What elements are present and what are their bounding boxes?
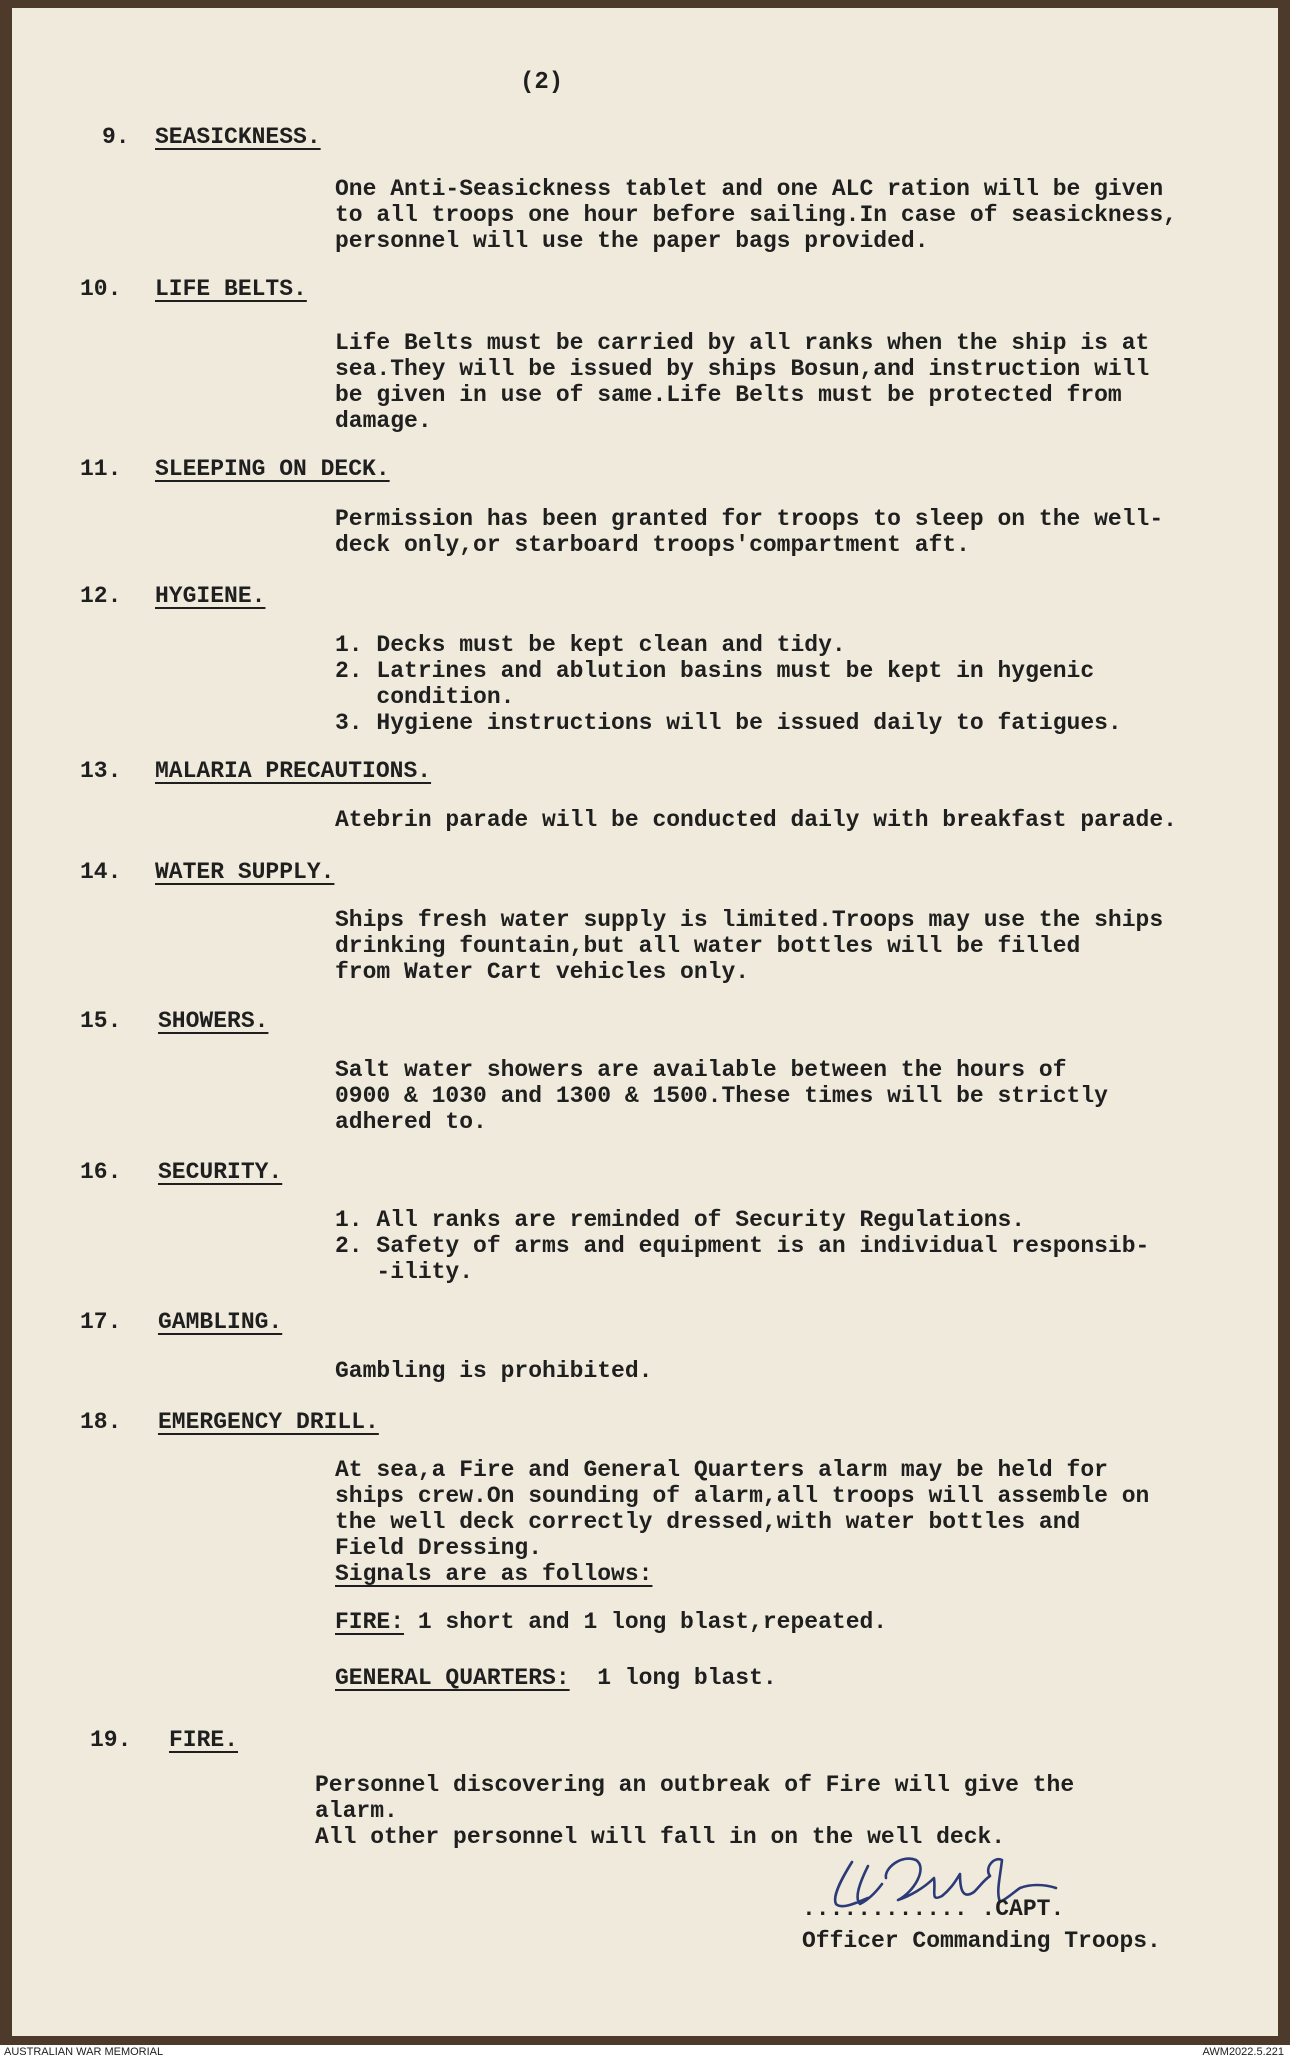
text-line: At sea,a Fire and General Quarters alarm may be held for [335, 1457, 1108, 1483]
section-number: 13. [80, 758, 122, 784]
text-line: 3. Hygiene instructions will be issued daily to fatigues. [335, 710, 1122, 736]
section-heading: FIRE. [169, 1727, 239, 1753]
text-line: Ships fresh water supply is limited.Troops may use the ships [335, 907, 1164, 933]
text-line: 1. Decks must be kept clean and tidy. [335, 632, 846, 658]
section-13-body [335, 807, 1265, 833]
text-line: personnel will use the paper bags provided. [335, 228, 929, 254]
section-heading: SLEEPING ON DECK. [155, 456, 390, 482]
section-number: 17. [80, 1309, 122, 1335]
text-line: Field Dressing. [335, 1535, 543, 1561]
page-number: (2) [520, 69, 564, 96]
section-heading: LIFE BELTS. [155, 276, 307, 302]
general-quarters-line [335, 1665, 1265, 1691]
section-number: 11. [80, 456, 122, 482]
section-heading: MALARIA PRECAUTIONS. [155, 758, 432, 784]
section-number: 18. [80, 1409, 122, 1435]
text-line: sea.They will be issued by ships Bosun,and instruction will [335, 356, 1150, 382]
general-quarters-text: 1 long blast. [569, 1665, 777, 1691]
section-number: 15. [80, 1008, 122, 1034]
section-heading: EMERGENCY DRILL. [158, 1409, 379, 1435]
signoff-title: Officer Commanding Troops. [802, 1928, 1161, 1954]
section-number: 16. [80, 1159, 122, 1185]
text-line: 2. Latrines and ablution basins must be kept in hygenic [335, 658, 1095, 684]
section-heading: GAMBLING. [158, 1309, 283, 1335]
section-number: 14. [80, 859, 122, 885]
text-line: Gambling is prohibited. [335, 1358, 653, 1384]
section-heading: SEASICKNESS. [155, 124, 321, 150]
section-number: 12. [80, 583, 122, 609]
text-line: damage. [335, 408, 432, 434]
text-line: One Anti-Seasickness tablet and one ALC ration will be given [335, 176, 1164, 202]
text-line: All other personnel will fall in on the well deck. [315, 1824, 1006, 1850]
text-line: drinking fountain,but all water bottles will be filled [335, 933, 1081, 959]
text-line: 1. All ranks are reminded of Security Regulations. [335, 1207, 1026, 1233]
section-18-body [335, 1457, 1265, 1691]
text-line: from Water Cart vehicles only. [335, 959, 750, 985]
section-heading: WATER SUPPLY. [155, 859, 335, 885]
text-line: Atebrin parade will be conducted daily with breakfast parade. [335, 807, 1177, 833]
section-number: 9. [102, 124, 130, 150]
section-19-body [315, 1772, 1245, 1850]
section-heading: SHOWERS. [158, 1008, 269, 1034]
text-line: to all troops one hour before sailing.In case of seasickness, [335, 202, 1177, 228]
fire-signal-label: FIRE: [335, 1609, 405, 1635]
section-16-body [335, 1207, 1265, 1285]
text-line: ships crew.On sounding of alarm,all troops will assemble on [335, 1483, 1150, 1509]
text-line: Permission has been granted for troops to sleep on the well- [335, 506, 1164, 532]
text-line: alarm. [315, 1798, 398, 1824]
signoff-rank: ............ .CAPT. [802, 1896, 1065, 1922]
text-line: 2. Safety of arms and equipment is an individual responsib- [335, 1233, 1150, 1259]
signoff-block [802, 1896, 1161, 1954]
text-line: adhered to. [335, 1109, 487, 1135]
fire-signal-line [335, 1609, 1265, 1635]
text-line: Salt water showers are available between the hours of [335, 1057, 1067, 1083]
section-9-body [335, 176, 1265, 254]
footer-accession-number: AWM2022.5.221 [1202, 2046, 1284, 2058]
text-line: Life Belts must be carried by all ranks when the ship is at [335, 330, 1150, 356]
section-heading: SECURITY. [158, 1159, 283, 1185]
section-heading: HYGIENE. [155, 583, 266, 609]
section-11-body [335, 506, 1265, 558]
general-quarters-label: GENERAL QUARTERS: [335, 1665, 570, 1691]
section-15-body [335, 1057, 1265, 1135]
section-17-body [335, 1358, 1265, 1384]
text-line: condition. [335, 684, 515, 710]
text-line: 0900 & 1030 and 1300 & 1500.These times will be strictly [335, 1083, 1108, 1109]
text-line: be given in use of same.Life Belts must be protected from [335, 382, 1122, 408]
text-line: Personnel discovering an outbreak of Fire will give the [315, 1772, 1075, 1798]
section-14-body [335, 907, 1265, 985]
text-line: the well deck correctly dressed,with water bottles and [335, 1509, 1081, 1535]
text-line: -ility. [335, 1259, 474, 1285]
section-number: 19. [90, 1727, 132, 1753]
section-number: 10. [80, 276, 122, 302]
footer-archive-label: AUSTRALIAN WAR MEMORIAL [4, 2046, 164, 2058]
text-line: deck only,or starboard troops'compartment aft. [335, 532, 970, 558]
section-12-body [335, 632, 1265, 736]
section-10-body [335, 330, 1265, 434]
signals-label: Signals are as follows: [335, 1561, 653, 1587]
fire-signal-text: 1 short and 1 long blast,repeated. [404, 1609, 888, 1635]
typed-page [12, 8, 1278, 2036]
